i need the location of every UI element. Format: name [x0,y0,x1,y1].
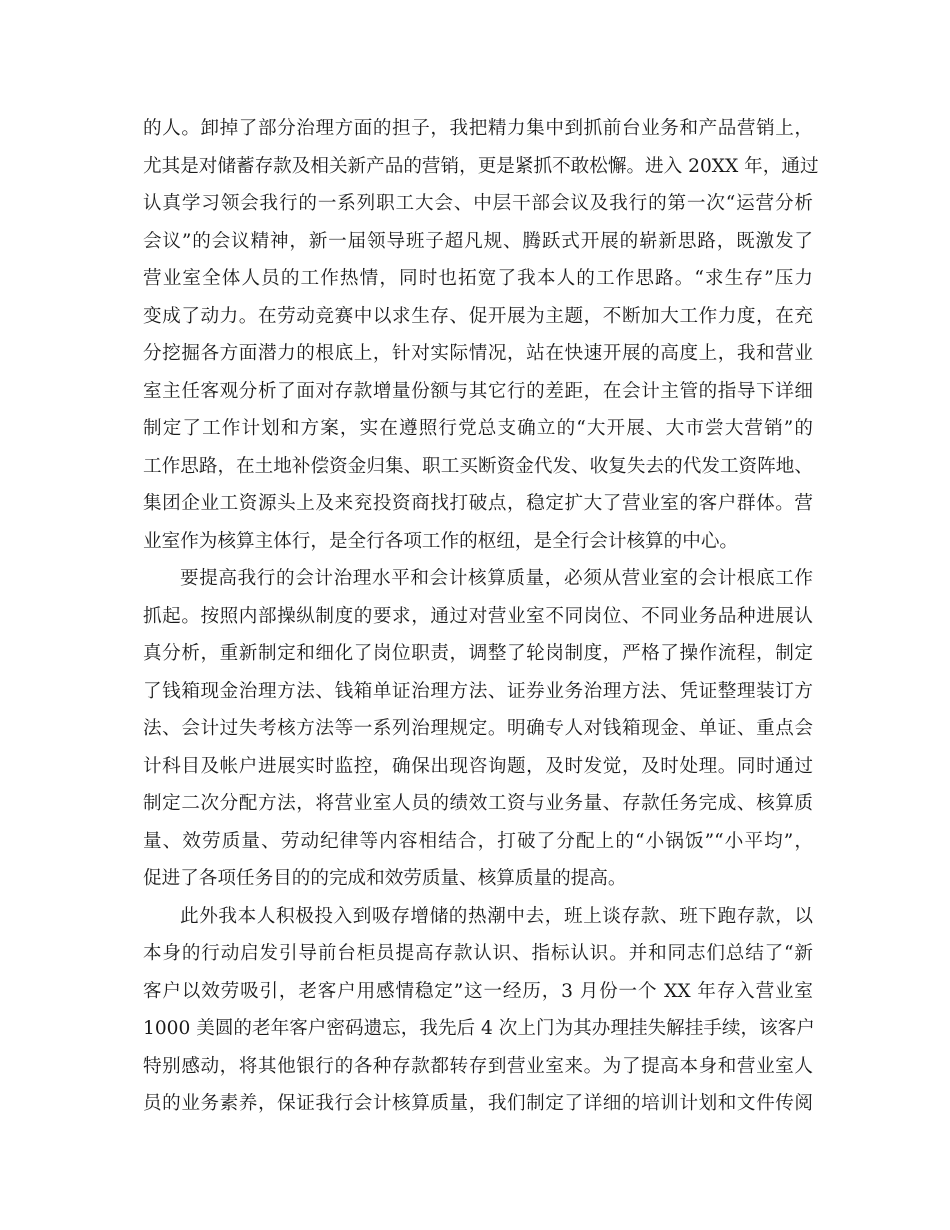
text-line: 法、会计过失考核方法等一系列治理规定。明确专人对钱箱现金、单证、重点会 [143,718,813,739]
text-line: 制定二次分配方法，将营业室人员的绩效工资与业务量、存款任务完成、核算质 [143,793,813,814]
text-line: 工作思路，在土地补偿资金归集、职工买断资金代发、收复失去的代发工资阵地、 [143,455,813,477]
text-line: 会议”的会议精神，新一届领导班子超凡规、腾跃式开展的崭新思路，既激发了 [143,230,813,252]
text-line: 计科目及帐户进展实时监控，确保出现咨询题，及时发觉，及时处理。同时通过 [143,755,813,777]
text-line: 1000 美圆的老年客户密码遗忘，我先后 4 次上门为其办理挂失解挂手续，该客户 [143,1018,815,1039]
text-line: 室主任客观分析了面对存款增量份额与其它行的差距，在会计主管的指导下详细 [143,380,813,402]
text-line: 业室作为核算主体行，是全行各项工作的枢纽，是全行会计核算的中心。 [143,530,739,552]
text-line: 要提高我行的会计治理水平和会计核算质量，必须从营业室的会计根底工作 [180,568,813,589]
text-line: 此外我本人积极投入到吸存增储的热潮中去，班上谈存款、班下跑存款，以 [180,905,813,927]
text-line: 制定了工作计划和方案，实在遵照行党总支确立的“大开展、大市尝大营销”的 [143,418,813,439]
text-line: 了钱箱现金治理方法、钱箱单证治理方法、证券业务治理方法、凭证整理装订方 [143,680,813,702]
text-line: 营业室全体人员的工作热情，同时也拓宽了我本人的工作思路。“求生存”压力 [143,268,813,289]
text-line: 分挖掘各方面潜力的根底上，针对实际情况，站在快速开展的高度上，我和营业 [143,343,813,364]
paragraph-1 [143,110,819,560]
text-line: 认真学习领会我行的一系列职工大会、中层干部会议及我行的第一次“运营分析 [143,193,813,214]
body-text [143,110,819,1123]
text-line: 抓起。按照内部操纵制度的要求，通过对营业室不同岗位、不同业务品种进展认 [143,605,813,627]
text-line: 员的业务素养，保证我行会计核算质量，我们制定了详细的培训计划和文件传阅 [143,1093,813,1114]
text-line: 集团企业工资源头上及来兖投资商找打破点，稳定扩大了营业室的客户群体。营 [143,493,813,514]
text-line: 特别感动，将其他银行的各种存款都转存到营业室来。为了提高本身和营业室人 [143,1055,813,1077]
text-line: 变成了动力。在劳动竞赛中以求生存、促开展为主题，不断加大工作力度，在充 [143,305,813,327]
text-line: 客户以效劳吸引，老客户用感情稳定”这一经历，3 月份一个 XX 年存入营业室 [143,980,813,1002]
text-line: 的人。卸掉了部分治理方面的担子，我把精力集中到抓前台业务和产品营销上， [143,118,813,139]
paragraph-3 [143,898,813,1123]
text-line: 本身的行动启发引导前台柜员提高存款认识、指标认识。并和同志们总结了“新 [143,943,813,964]
text-line: 尤其是对储蓄存款及相关新产品的营销，更是紧抓不敢松懈。进入 20XX 年，通过 [143,155,819,177]
text-line: 促进了各项任务目的的完成和效劳质量、核算质量的提高。 [143,868,627,889]
text-line: 真分析，重新制定和细化了岗位职责，调整了轮岗制度，严格了操作流程，制定 [143,643,813,664]
paragraph-2 [143,560,813,898]
text-line: 量、效劳质量、劳动纪律等内容相结合，打破了分配上的“小锅饭”“小平均”， [143,830,813,852]
